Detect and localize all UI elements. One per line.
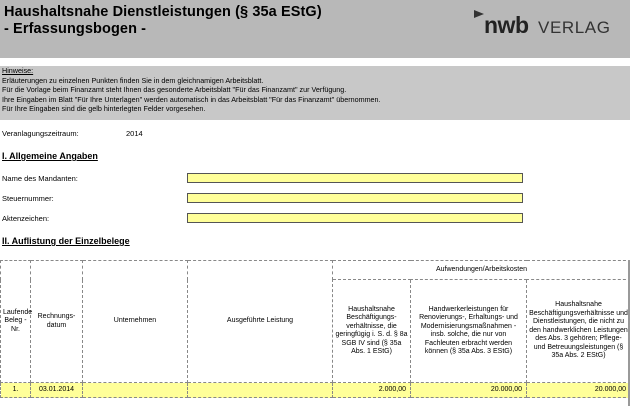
- notes-line: Für die Vorlage beim Finanzamt steht Ihnen das gesonderte Arbeitsblatt "Für das Finanzamt" zur Verfügung.: [2, 85, 347, 95]
- notes-heading: Hinweise:: [2, 66, 34, 75]
- table-row: [1, 383, 630, 398]
- col-header-date: Rechnungs-datum: [31, 261, 83, 383]
- col-header-household-services: Haushaltsnahe Beschäftigungsverhältnisse und Dienstleistungen, die nicht zu den handwerklichen Leistungen des Abs. 3 gehören; Pflege- und Betreuungsleistungen (§ 35a Abs. 2 EStG): [527, 280, 630, 383]
- cell-date[interactable]: 03.01.2014: [31, 383, 83, 398]
- period-label: Veranlagungszeitraum:: [2, 129, 79, 138]
- file-number-field[interactable]: [187, 213, 523, 223]
- file-number-label: Aktenzeichen:: [2, 214, 50, 223]
- cell-service[interactable]: [188, 383, 333, 398]
- cell-craft-services[interactable]: 20.000,00: [411, 383, 527, 398]
- cell-minor-employment[interactable]: 2.000,00: [333, 383, 411, 398]
- logo-brand: nwb: [484, 12, 529, 38]
- col-header-minor-employment: Haushaltsnahe Beschäftigungs-verhältnisse, die geringfügig i. S. d. § 8a SGB IV sind (§ 35a Abs. 1 EStG): [333, 280, 411, 383]
- section-2-title: II. Auflistung der Einzelbelege: [2, 236, 130, 246]
- tax-number-label: Steuernummer:: [2, 194, 54, 203]
- col-header-craft-services: Handwerkerleistungen für Renovierungs-, Erhaltungs- und Modernisierungsmaßnahmen - insb. solche, die nur von Fachleuten erbracht werden können (§ 35a Abs. 3 EStG): [411, 280, 527, 383]
- title-line-1: Haushaltsnahe Dienstleistungen (§ 35a EStG): [4, 4, 322, 20]
- period-value[interactable]: 2014: [126, 129, 143, 138]
- col-header-company: Unternehmen: [83, 261, 188, 383]
- notes-line: Erläuterungen zu einzelnen Punkten finden Sie in dem gleichnamigen Arbeitsblatt.: [2, 75, 264, 85]
- nwb-logo: [472, 8, 622, 44]
- logo-verlag: VERLAG: [538, 18, 611, 37]
- receipts-table: [0, 260, 630, 398]
- col-header-service: Ausgeführte Leistung: [188, 261, 333, 383]
- page-title: [4, 4, 322, 38]
- notes-box: [0, 66, 630, 120]
- cell-company[interactable]: [83, 383, 188, 398]
- header-banner: [0, 0, 630, 58]
- client-label: Name des Mandanten:: [2, 174, 78, 183]
- title-line-2: - Erfassungsbogen -: [4, 21, 147, 37]
- group-header-costs: Aufwendungen/Arbeitskosten: [333, 261, 630, 280]
- notes-line: Ihre Eingaben im Blatt "Für Ihre Unterlagen" werden automatisch in das Arbeitsblatt "Für das Finanzamt" übernommen.: [2, 94, 381, 104]
- cell-nr[interactable]: 1.: [1, 383, 31, 398]
- client-field[interactable]: [187, 173, 523, 183]
- section-1-title: I. Allgemeine Angaben: [2, 151, 98, 161]
- cell-household-services[interactable]: 20.000,00: [527, 383, 630, 398]
- tax-number-field[interactable]: [187, 193, 523, 203]
- col-header-nr: Laufende Beleg -Nr.: [1, 261, 31, 383]
- notes-line: Für Ihre Eingaben sind die gelb hinterlegten Felder vorgesehen.: [2, 104, 206, 114]
